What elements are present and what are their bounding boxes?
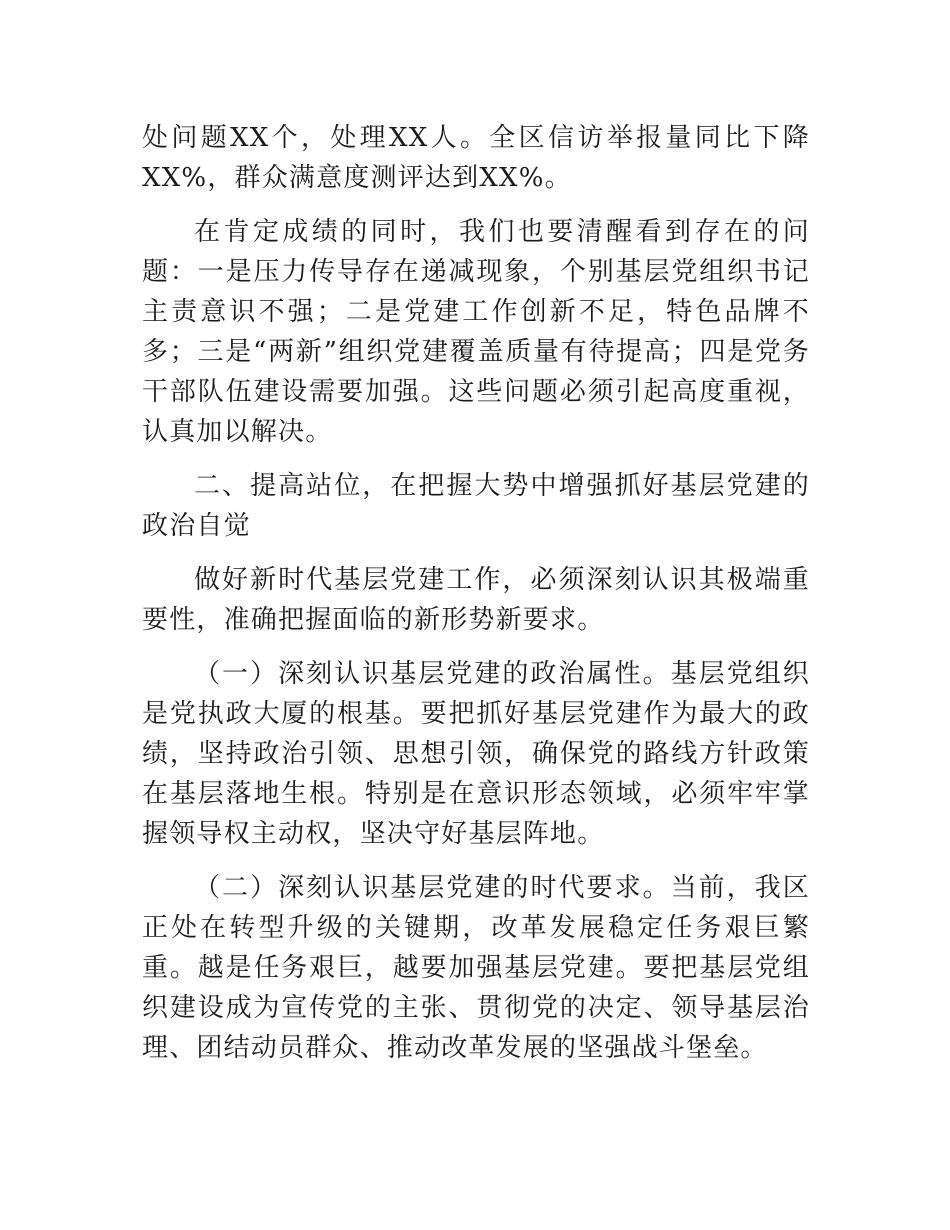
paragraph-continuation: 处问题XX个，处理XX人。全区信访举报量同比下降XX%，群众满意度测评达到XX%。 xyxy=(142,123,810,193)
section-heading: 二、提高站位，在把握大势中增强抓好基层党建的政治自觉 xyxy=(142,471,810,541)
paragraph-point-one: （一）深刻认识基层党建的政治属性。基层党组织是党执政大厦的根基。要把抓好基层党建作为最大的政绩，坚持政治引领、思想引领，确保党的路线方针政策在基层落地生根。特别是在意识形态领域，必须牢牢掌握领导权主动权，坚决守好基层阵地。 xyxy=(142,659,810,849)
paragraph-problems: 在肯定成绩的同时，我们也要清醒看到存在的问题：一是压力传导存在递减现象，个别基层党组织书记主责意识不强；二是党建工作创新不足，特色品牌不多；三是“两新”组织党建覆盖质量有待提高；四是党务干部队伍建设需要加强。这些问题必须引起高度重视，认真加以解决。 xyxy=(142,217,810,447)
paragraph-intro: 做好新时代基层党建工作，必须深刻认识其极端重要性，准确把握面临的新形势新要求。 xyxy=(142,565,810,635)
document-body xyxy=(142,118,810,1082)
paragraph-point-two: （二）深刻认识基层党建的时代要求。当前，我区正处在转型升级的关键期，改革发展稳定任务艰巨繁重。越是任务艰巨，越要加强基层党建。要把基层党组织建设成为宣传党的主张、贯彻党的决定、领导基层治理、团结动员群众、推动改革发展的坚强战斗堡垒。 xyxy=(142,873,810,1063)
